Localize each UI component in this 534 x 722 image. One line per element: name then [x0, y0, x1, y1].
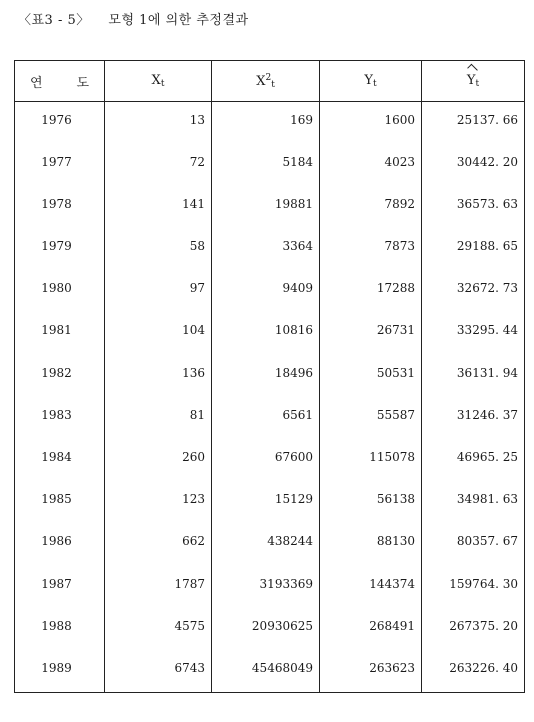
cell-y-hat: 34981. 63 [422, 481, 525, 523]
cell-x-squared: 3193369 [212, 566, 320, 608]
cell-x: 104 [105, 312, 212, 354]
cell-y-hat: 263226. 40 [422, 650, 525, 692]
cell-year: 1989 [15, 650, 105, 692]
cell-year: 1980 [15, 270, 105, 312]
cell-y-hat: 25137. 66 [422, 102, 525, 144]
cell-x-squared: 6561 [212, 397, 320, 439]
cell-x: 13 [105, 102, 212, 144]
cell-y-hat: 36131. 94 [422, 355, 525, 397]
cell-x-squared: 169 [212, 102, 320, 144]
cell-y: 115078 [320, 439, 422, 481]
cell-y: 268491 [320, 608, 422, 650]
header-x-squared: $X^2_t$ [212, 61, 320, 102]
table-row [15, 312, 525, 354]
table-title: 모형 1에 의한 추정결과 [108, 13, 249, 28]
cell-x: 97 [105, 270, 212, 312]
cell-y-hat: 267375. 20 [422, 608, 525, 650]
cell-x-squared: 18496 [212, 355, 320, 397]
cell-y: 7873 [320, 228, 422, 270]
cell-x: 141 [105, 186, 212, 228]
cell-year: 1987 [15, 566, 105, 608]
table-row [15, 650, 525, 692]
cell-y: 88130 [320, 523, 422, 565]
cell-y-hat: 159764. 30 [422, 566, 525, 608]
table-row [15, 355, 525, 397]
cell-year: 1981 [15, 312, 105, 354]
cell-x: 72 [105, 144, 212, 186]
header-x: $X_t$ [105, 61, 212, 102]
table-row [15, 608, 525, 650]
table-row [15, 566, 525, 608]
cell-x-squared: 45468049 [212, 650, 320, 692]
cell-y: 55587 [320, 397, 422, 439]
header-year: 연 도 [15, 61, 105, 102]
cell-y: 50531 [320, 355, 422, 397]
header-y: $Y_t$ [320, 61, 422, 102]
cell-y: 144374 [320, 566, 422, 608]
cell-year: 1988 [15, 608, 105, 650]
cell-x-squared: 20930625 [212, 608, 320, 650]
cell-y-hat: 33295. 44 [422, 312, 525, 354]
cell-x-squared: 9409 [212, 270, 320, 312]
cell-y-hat: 36573. 63 [422, 186, 525, 228]
cell-x: 123 [105, 481, 212, 523]
cell-y: 56138 [320, 481, 422, 523]
cell-x: 260 [105, 439, 212, 481]
cell-y: 4023 [320, 144, 422, 186]
table-row [15, 397, 525, 439]
cell-y-hat: 46965. 25 [422, 439, 525, 481]
table-row [15, 186, 525, 228]
table-row [15, 102, 525, 144]
table-row [15, 144, 525, 186]
cell-y-hat: 31246. 37 [422, 397, 525, 439]
table-row [15, 481, 525, 523]
cell-x: 136 [105, 355, 212, 397]
cell-year: 1986 [15, 523, 105, 565]
header-row [15, 61, 525, 102]
table-row [15, 270, 525, 312]
table-row [15, 228, 525, 270]
estimation-results-table [14, 60, 525, 693]
y-hat-symbol: Y [466, 73, 476, 88]
cell-x: 662 [105, 523, 212, 565]
cell-y: 17288 [320, 270, 422, 312]
cell-y: 1600 [320, 102, 422, 144]
cell-y: 7892 [320, 186, 422, 228]
table-row [15, 523, 525, 565]
cell-year: 1984 [15, 439, 105, 481]
table-row [15, 439, 525, 481]
cell-year: 1979 [15, 228, 105, 270]
cell-x-squared: 438244 [212, 523, 320, 565]
cell-x-squared: 15129 [212, 481, 320, 523]
cell-x: 6743 [105, 650, 212, 692]
cell-year: 1977 [15, 144, 105, 186]
cell-x-squared: 19881 [212, 186, 320, 228]
cell-x-squared: 67600 [212, 439, 320, 481]
cell-y-hat: 30442. 20 [422, 144, 525, 186]
cell-y-hat: 29188. 65 [422, 228, 525, 270]
cell-x-squared: 3364 [212, 228, 320, 270]
cell-y-hat: 80357. 67 [422, 523, 525, 565]
cell-y-hat: 32672. 73 [422, 270, 525, 312]
cell-year: 1982 [15, 355, 105, 397]
cell-x: 58 [105, 228, 212, 270]
cell-year: 1976 [15, 102, 105, 144]
cell-year: 1978 [15, 186, 105, 228]
header-y-hat: $Y_t$ [422, 61, 525, 102]
cell-x-squared: 5184 [212, 144, 320, 186]
table-number: 〈표3 - 5〉 [18, 13, 90, 28]
cell-x: 81 [105, 397, 212, 439]
cell-x-squared: 10816 [212, 312, 320, 354]
cell-y: 26731 [320, 312, 422, 354]
cell-x: 1787 [105, 566, 212, 608]
cell-year: 1983 [15, 397, 105, 439]
cell-year: 1985 [15, 481, 105, 523]
cell-y: 263623 [320, 650, 422, 692]
table-caption [18, 9, 249, 28]
cell-x: 4575 [105, 608, 212, 650]
